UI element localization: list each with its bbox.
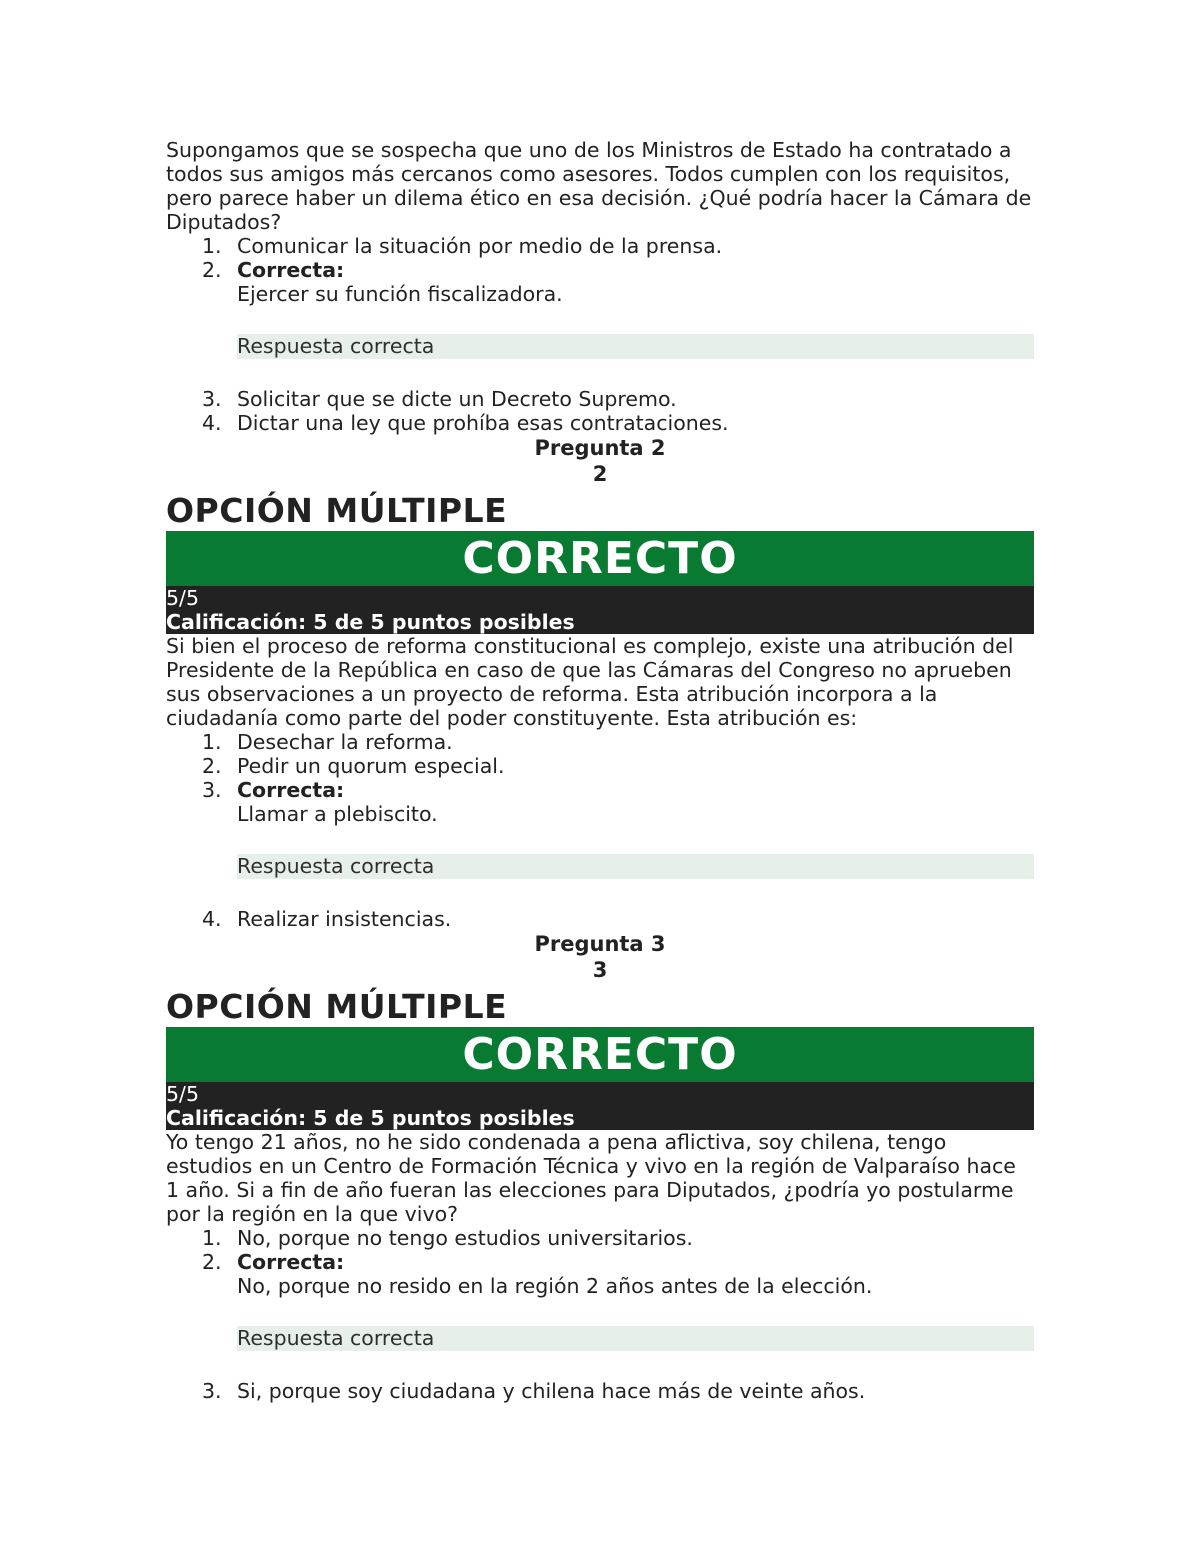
answer-option [166, 1379, 1034, 1403]
option-number: 4. [202, 411, 222, 435]
option-text: Solicitar que se dicte un Decreto Supremo. [237, 387, 677, 411]
question-type: OPCIÓN MÚLTIPLE [166, 491, 508, 530]
answer-option [166, 387, 1034, 411]
answer-option-correct [166, 258, 1034, 359]
correct-feedback: Respuesta correcta [237, 334, 1034, 359]
answer-option [166, 907, 1034, 931]
option-text: Comunicar la situación por medio de la prensa. [237, 234, 723, 258]
option-text: Llamar a plebiscito. [237, 802, 438, 826]
option-number: 1. [202, 730, 222, 754]
answer-options [166, 730, 1034, 931]
option-number: 1. [202, 234, 222, 258]
answer-option [166, 411, 1034, 435]
question-heading: Pregunta 2 [534, 436, 666, 460]
option-text: Dictar una ley que prohíba esas contrataciones. [237, 411, 729, 435]
option-text: Si, porque soy ciudadana y chilena hace más de veinte años. [237, 1379, 866, 1403]
correct-label: Correcta: [237, 258, 345, 282]
question-2 [166, 435, 1034, 931]
option-number: 3. [202, 778, 222, 802]
answer-options [166, 1226, 1034, 1403]
status-banner: CORRECTO [166, 1027, 1034, 1082]
score: 5/5 [166, 586, 199, 610]
question-1 [166, 138, 1034, 435]
question-3 [166, 931, 1034, 1403]
correct-label: Correcta: [237, 778, 345, 802]
question-text: Yo tengo 21 años, no he sido condenada a pena aflictiva, soy chilena, tengo estudios en un Centro de Formación Técnica y vivo en la región de Valparaíso hace 1 año. Si a fin de año fueran las elecciones para Diputados, ¿podría yo postularme por la región en la que vivo? [166, 1130, 1016, 1226]
question-number: 3 [592, 958, 608, 982]
grade: Calificación: 5 de 5 puntos posibles [166, 1106, 575, 1130]
question-type: OPCIÓN MÚLTIPLE [166, 987, 508, 1026]
option-text: Pedir un quorum especial. [237, 754, 505, 778]
correct-feedback: Respuesta correcta [237, 854, 1034, 879]
correct-feedback: Respuesta correcta [237, 1326, 1034, 1351]
option-text: No, porque no tengo estudios universitarios. [237, 1226, 693, 1250]
score-box [166, 586, 1034, 634]
option-number: 2. [202, 258, 222, 282]
score-box [166, 1082, 1034, 1130]
option-text: Ejercer su función fiscalizadora. [237, 282, 563, 306]
answer-option [166, 1226, 1034, 1250]
answer-option-correct [166, 778, 1034, 879]
question-number: 2 [592, 462, 608, 486]
grade: Calificación: 5 de 5 puntos posibles [166, 610, 575, 634]
correct-label: Correcta: [237, 1250, 345, 1274]
quiz-review-page [166, 138, 1034, 1403]
answer-option [166, 754, 1034, 778]
answer-options [166, 234, 1034, 435]
option-text: Desechar la reforma. [237, 730, 453, 754]
option-text: Realizar insistencias. [237, 907, 452, 931]
option-number: 3. [202, 1379, 222, 1403]
option-text: No, porque no resido en la región 2 años antes de la elección. [237, 1274, 873, 1298]
option-number: 4. [202, 907, 222, 931]
option-number: 1. [202, 1226, 222, 1250]
answer-option [166, 234, 1034, 258]
answer-option-correct [166, 1250, 1034, 1351]
option-number: 2. [202, 754, 222, 778]
option-number: 2. [202, 1250, 222, 1274]
score: 5/5 [166, 1082, 199, 1106]
status-banner: CORRECTO [166, 531, 1034, 586]
question-text: Si bien el proceso de reforma constitucional es complejo, existe una atribución del Presidente de la República en caso de que las Cámaras del Congreso no aprueben sus observaciones a un proyecto de reforma. Esta atribución incorpora a la ciudadanía como parte del poder constituyente. Esta atribución es: [166, 634, 1014, 730]
question-text: Supongamos que se sospecha que uno de los Ministros de Estado ha contratado a todos sus amigos más cercanos como asesores. Todos cumplen con los requisitos, pero parece haber un dilema ético en esa decisión. ¿Qué podría hacer la Cámara de Diputados? [166, 138, 1032, 234]
answer-option [166, 730, 1034, 754]
option-number: 3. [202, 387, 222, 411]
question-heading: Pregunta 3 [534, 932, 666, 956]
